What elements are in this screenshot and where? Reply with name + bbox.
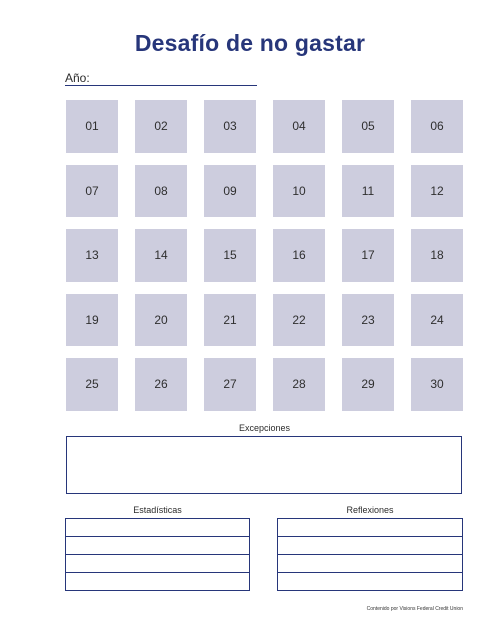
day-cell[interactable]: 13 [66,229,118,282]
day-cell[interactable]: 07 [66,165,118,218]
day-cell[interactable]: 19 [66,294,118,347]
stats-line[interactable] [66,555,249,573]
year-label: Año: [65,71,90,85]
day-cell[interactable]: 16 [273,229,325,282]
stats-lines[interactable] [65,518,250,591]
day-cell[interactable]: 18 [411,229,463,282]
day-cell[interactable]: 25 [66,358,118,411]
day-cell[interactable]: 20 [135,294,187,347]
day-cell[interactable]: 06 [411,100,463,153]
day-cell[interactable]: 01 [66,100,118,153]
page-title: Desafío de no gastar [134,30,366,56]
day-cell[interactable]: 15 [204,229,256,282]
day-cell[interactable]: 27 [204,358,256,411]
stats-line[interactable] [66,519,249,537]
day-cell[interactable]: 17 [342,229,394,282]
year-field[interactable] [65,69,257,86]
day-cell[interactable]: 22 [273,294,325,347]
reflections-line[interactable] [278,519,462,537]
reflections-label: Reflexiones [346,505,394,515]
exceptions-box[interactable] [66,436,462,494]
day-cell[interactable]: 21 [204,294,256,347]
day-cell[interactable]: 30 [411,358,463,411]
day-cell[interactable]: 11 [342,165,394,218]
day-cell[interactable]: 29 [342,358,394,411]
day-cell[interactable]: 03 [204,100,256,153]
stats-line[interactable] [66,537,249,555]
exceptions-label: Excepciones [238,423,291,433]
reflections-line[interactable] [278,537,462,555]
day-cell[interactable]: 24 [411,294,463,347]
day-cell[interactable]: 23 [342,294,394,347]
footer-credit: Contenido por Visions Federal Credit Union [366,606,463,612]
day-cell[interactable]: 05 [342,100,394,153]
reflections-lines[interactable] [277,518,463,591]
stats-label: Estadísticas [133,505,182,515]
reflections-line[interactable] [278,555,462,573]
day-cell[interactable]: 12 [411,165,463,218]
day-cell[interactable]: 28 [273,358,325,411]
day-cell[interactable]: 08 [135,165,187,218]
reflections-line[interactable] [278,573,462,590]
day-cell[interactable]: 14 [135,229,187,282]
day-cell[interactable]: 09 [204,165,256,218]
day-cell[interactable]: 26 [135,358,187,411]
day-cell[interactable]: 04 [273,100,325,153]
stats-line[interactable] [66,573,249,590]
day-grid [66,100,463,411]
day-cell[interactable]: 02 [135,100,187,153]
day-cell[interactable]: 10 [273,165,325,218]
